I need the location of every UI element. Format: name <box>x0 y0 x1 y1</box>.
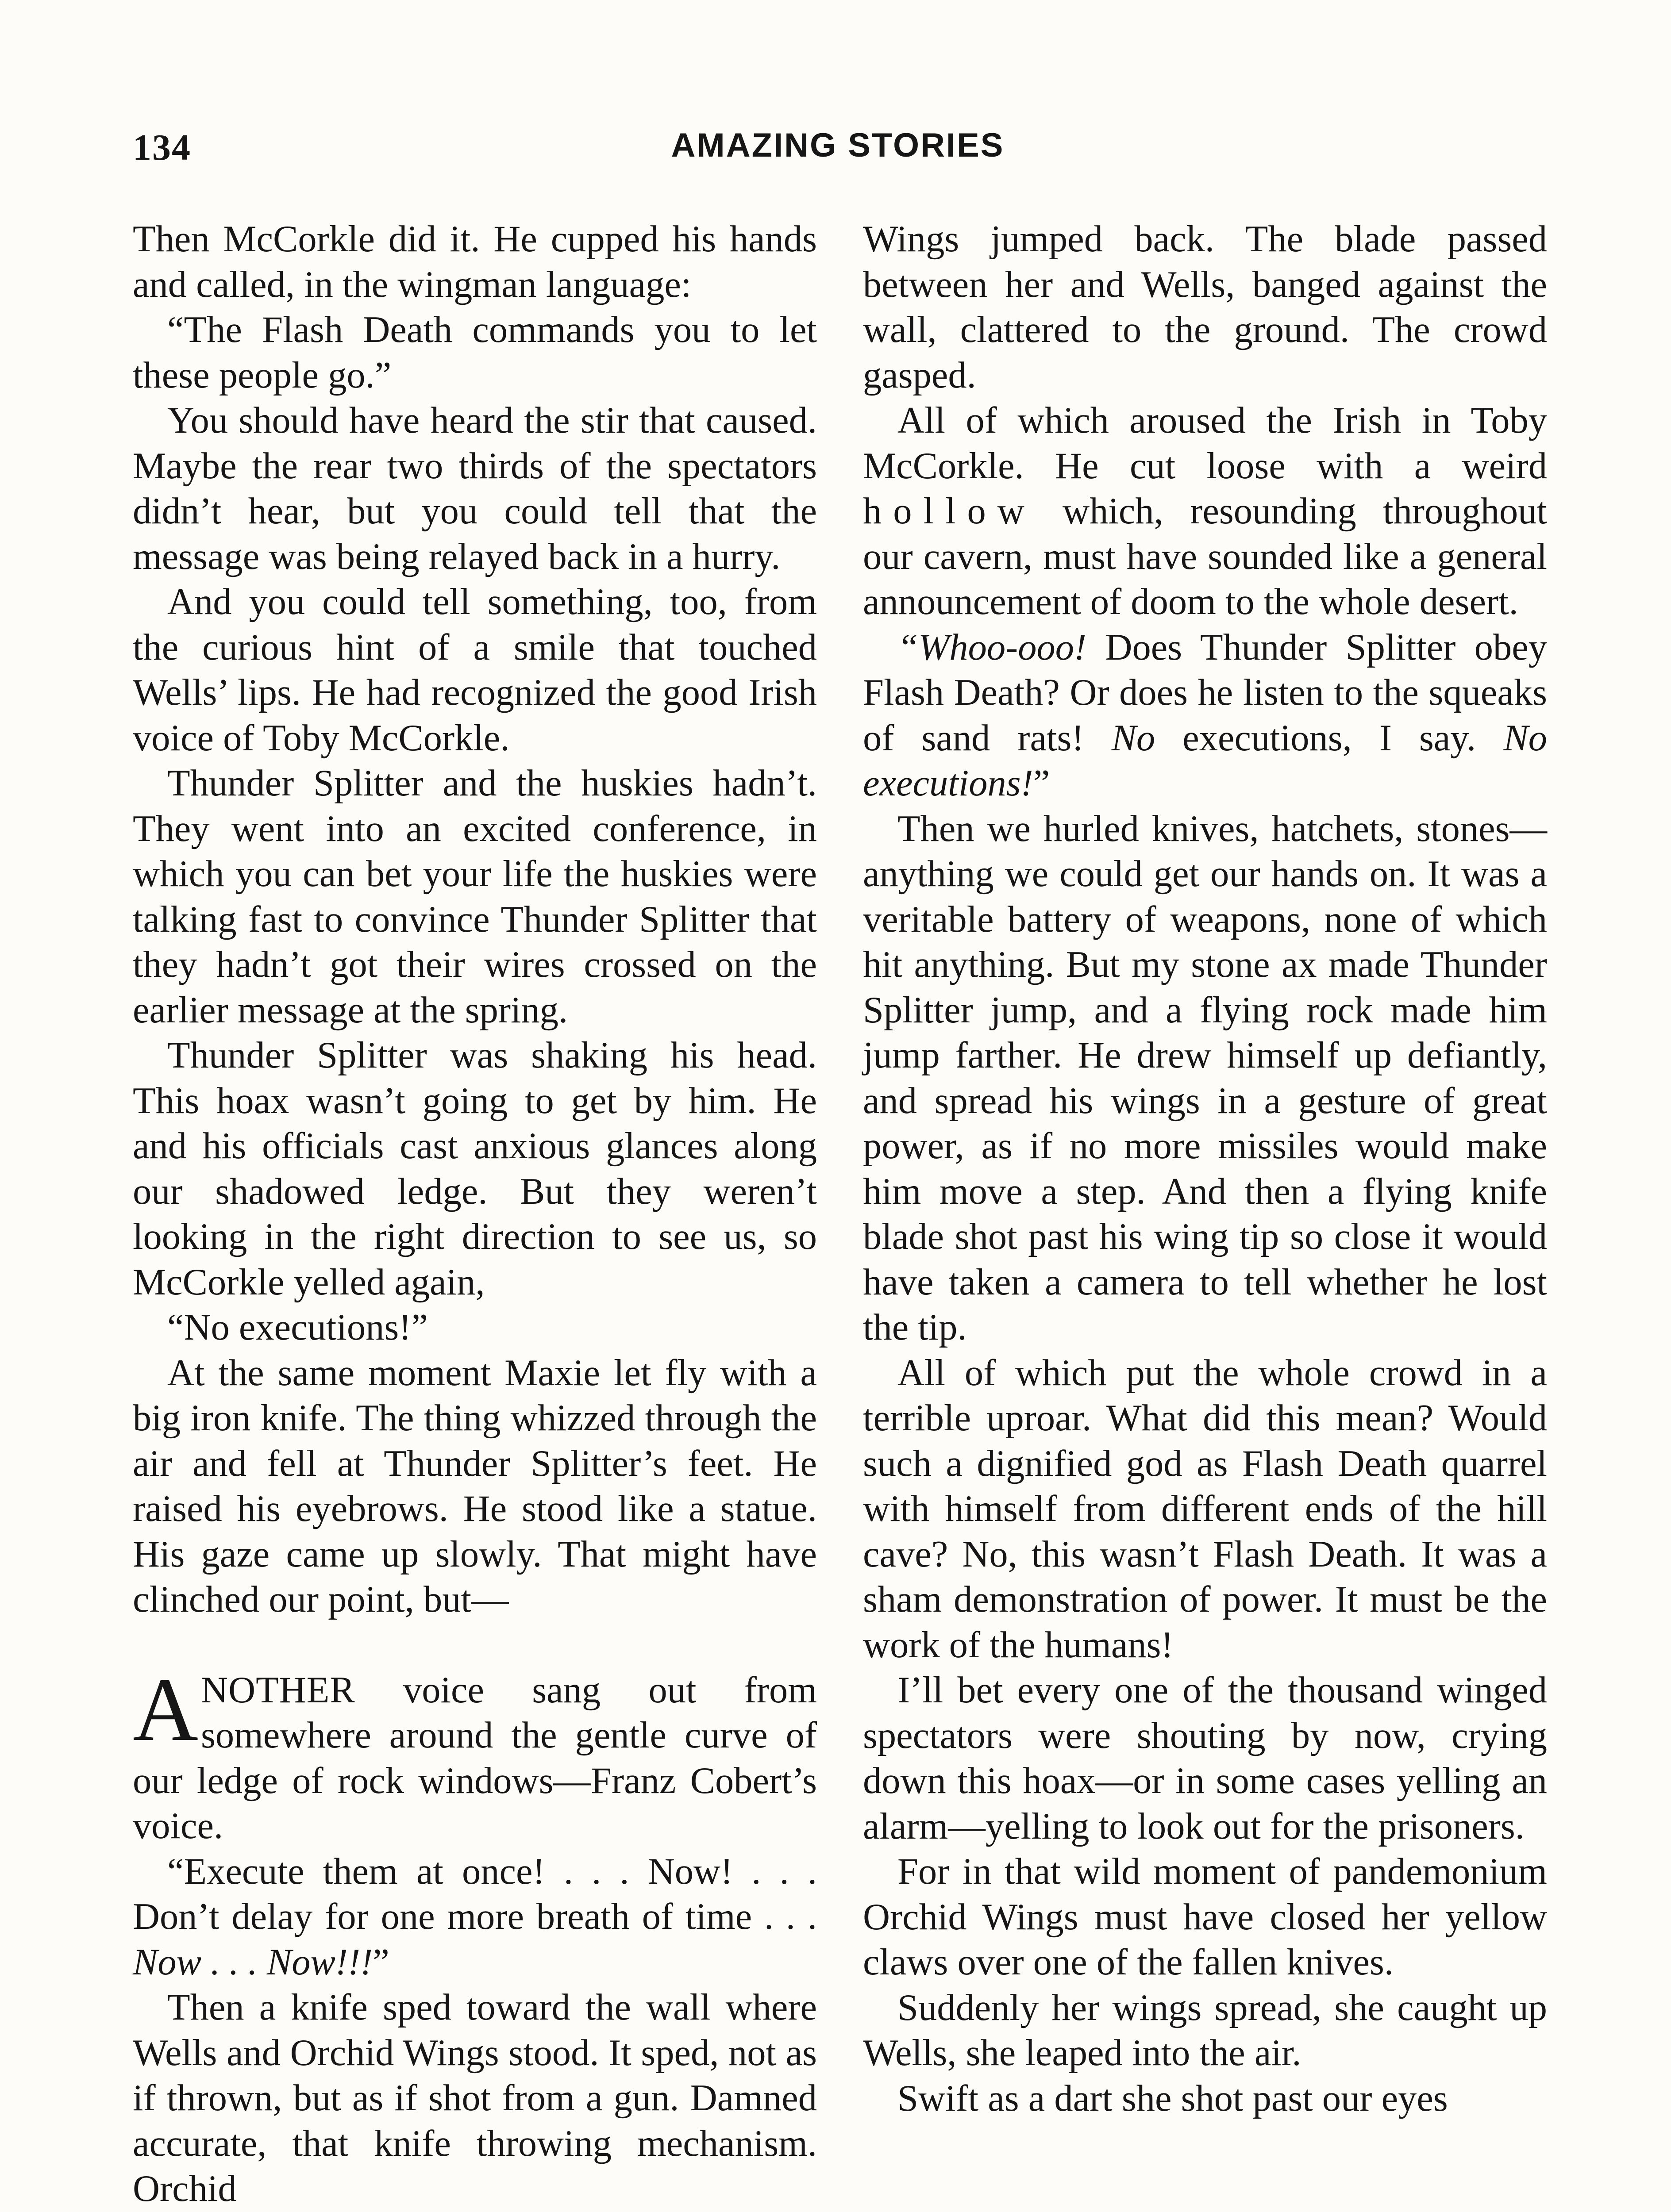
paragraph-text: ” <box>373 1941 389 1983</box>
paragraph-text: All of which aroused the Irish in Toby McCorkle. He cut loose with a weird <box>863 400 1547 487</box>
paragraph: Swift as a dart she shot past our eyes <box>897 2078 1448 2119</box>
paragraph: You should have heard the stir that caused. Maybe the rear two thirds of the spectators didn’t hear, but you could tell that the message was being relayed back in a hurry. <box>133 400 817 577</box>
paragraph-text: which, resounding throughout our cavern, must have sounded like a general announcement of doom to the whole desert. <box>863 491 1547 622</box>
paragraph: For in that wild moment of pandemonium Orchid Wings must have closed her yellow claws over one of the fallen knives. <box>863 1851 1547 1983</box>
paragraph: At the same moment Maxie let fly with a big iron knife. The thing whizzed through the air and fell at Thunder Splitter’s feet. He raised his eyebrows. He stood like a statue. His gaze came up slowly. That might have clinched our point, but— <box>133 1352 817 1620</box>
paragraph: Then McCorkle did it. He cupped his hands and called, in the wingman language: <box>133 219 817 305</box>
paragraph: Wings jumped back. The blade passed between her and Wells, banged against the wall, clattered to the ground. The crowd gasped. <box>863 219 1547 396</box>
paragraph <box>133 1849 817 1985</box>
paragraph: “The Flash Death commands you to let these people go.” <box>133 309 817 396</box>
paragraph: Thunder Splitter and the huskies hadn’t. They went into an excited conference, in which you can bet your life the huskies were talking fast to convince Thunder Splitter that they hadn’t got their wires crossed on the earlier message at the spring. <box>133 763 817 1031</box>
paragraph-text: voice sang out from somewhere around the gentle curve of our ledge of rock windows—Franz Cobert’s voice. <box>133 1669 817 1847</box>
left-column <box>133 217 817 2212</box>
paragraph <box>863 625 1547 806</box>
italic-text: No executions! <box>863 717 1547 804</box>
running-head: AMAZING STORIES <box>671 127 1005 164</box>
paragraph-text: executions, I say. <box>1155 717 1504 759</box>
paragraph: Then we hurled knives, hatchets, stones—anything we could get our hands on. It was a veritable battery of weapons, none of which hit anything. But my stone ax made Thunder Splitter jump, and a flying rock made him jump farther. He drew himself up defiantly, and spread his wings in a gesture of great power, as if no more missiles would make him move a step. And then a flying knife blade shot past his wing tip so close it would have taken a camera to tell whether he lost the tip. <box>863 808 1547 1348</box>
page-header <box>133 126 1543 184</box>
small-caps-word: NOTHER <box>201 1669 355 1711</box>
paragraph: And you could tell something, too, from the curious hint of a smile that touched Wells’ lips. He had recognized the good Irish voice of Toby McCorkle. <box>133 581 817 759</box>
paragraph: I’ll bet every one of the thousand winged spectators were shouting by now, crying down this hoax—or in some cases yelling an alarm—yelling to look out for the prisoners. <box>863 1670 1547 1847</box>
italic-text: Now . . . Now!!! <box>133 1941 373 1983</box>
paragraph-text: Does Thunder Splitter obey Flash Death? Or does he listen to the squeaks of sand rats! <box>863 626 1547 759</box>
italic-text: No <box>1111 717 1155 759</box>
paragraph: Thunder Splitter was shaking his head. This hoax wasn’t going to get by him. He and his officials cast anxious glances along our shadowed ledge. But they weren’t looking in the right direction to see us, so McCorkle yelled again, <box>133 1035 817 1303</box>
paragraph-text: “Execute them at once! . . . Now! . . . Don’t delay for one more breath of time . . . <box>133 1851 817 1937</box>
paragraph <box>863 398 1547 625</box>
paragraph-text: ” <box>1033 763 1050 804</box>
right-column <box>863 217 1547 2121</box>
section-opening-paragraph <box>133 1659 817 1849</box>
italic-text: “Whoo-ooo! <box>897 626 1087 668</box>
spaced-word: hollow <box>863 491 1036 532</box>
paragraph: Suddenly her wings spread, she caught up Wells, she leaped into the air. <box>863 1987 1547 2074</box>
paragraph: “No executions!” <box>167 1307 428 1348</box>
paragraph: Then a knife sped toward the wall where Wells and Orchid Wings stood. It sped, not as if thrown, but as if shot from a gun. Damned accurate, that knife throwing mechanism. Orchid <box>133 1987 817 2209</box>
drop-cap: A <box>133 1659 199 1760</box>
page-number: 134 <box>133 127 191 168</box>
paragraph: All of which put the whole crowd in a terrible uproar. What did this mean? Would such a dignified god as Flash Death quarrel with himself from different ends of the hill cave? No, this wasn’t Flash Death. It was a sham demonstration of power. It must be the work of the humans! <box>863 1352 1547 1666</box>
